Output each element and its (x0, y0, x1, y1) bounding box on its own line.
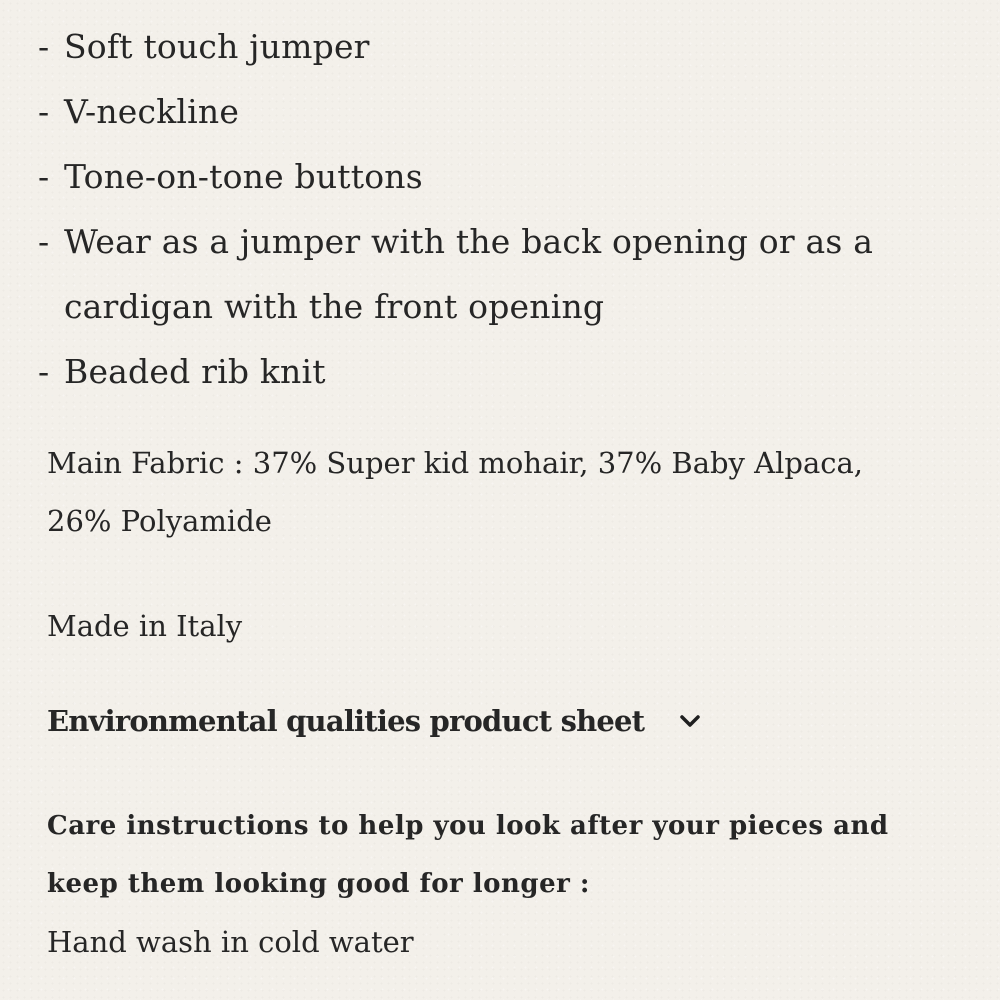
feature-text: Wear as a jumper with the back opening or as a cardigan with the front opening (64, 222, 874, 326)
feature-dash: - (38, 222, 50, 261)
feature-dash: - (38, 352, 50, 391)
feature-dash: - (38, 157, 50, 196)
feature-text: Tone-on-tone buttons (64, 157, 423, 196)
feature-dash: - (38, 92, 50, 131)
feature-text: V-neckline (64, 92, 240, 131)
feature-item-wear-options (38, 209, 958, 339)
feature-dash: - (38, 27, 50, 66)
chevron-down-icon (678, 709, 702, 733)
feature-item-buttons (38, 144, 958, 209)
feature-text: Beaded rib knit (64, 352, 326, 391)
care-instruction: Hand wash in cold water (47, 925, 414, 959)
fabric-composition: Main Fabric : 37% Super kid mohair, 37% Baby Alpaca, 26% Polyamide (47, 446, 863, 538)
country-of-origin: Made in Italy (47, 609, 243, 643)
feature-text: Soft touch jumper (64, 27, 370, 66)
feature-item-rib-knit (38, 339, 958, 404)
environmental-sheet-label: Environmental qualities product sheet (47, 704, 645, 738)
environmental-sheet-toggle[interactable] (47, 692, 702, 750)
feature-list (38, 14, 958, 404)
feature-item-v-neckline (38, 79, 958, 144)
feature-item-soft-touch (38, 14, 958, 79)
care-instructions-heading: Care instructions to help you look after your pieces and keep them looking good for longer : (47, 811, 889, 899)
